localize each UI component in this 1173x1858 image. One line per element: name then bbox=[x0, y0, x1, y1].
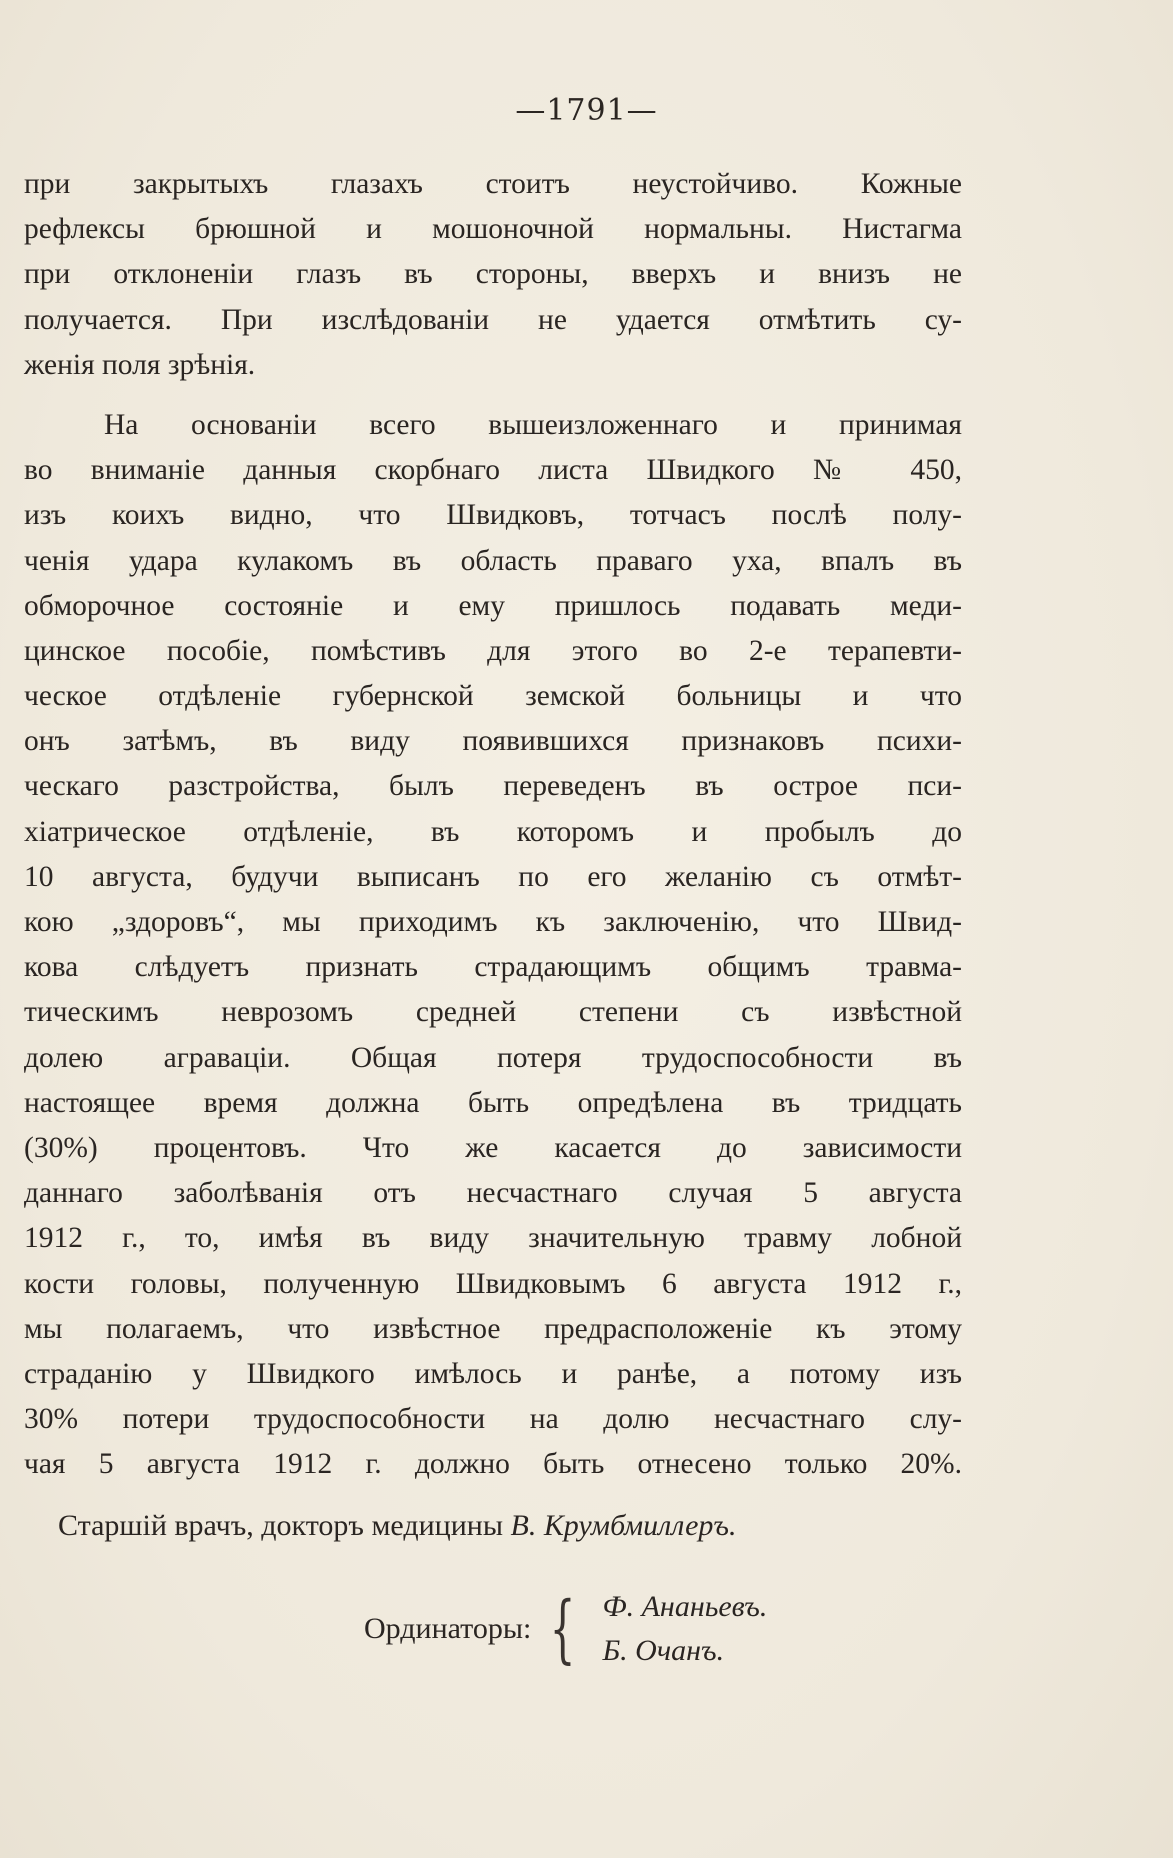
text-line: мы полагаемъ, что извѣстное предрасположеніе къ этому bbox=[24, 1312, 962, 1345]
text-line: получается. При изслѣдованіи не удается отмѣтить су- bbox=[24, 303, 962, 336]
ordinators-block bbox=[364, 1584, 767, 1674]
text-line: обморочное состояніе и ему пришлось подавать меди- bbox=[24, 589, 962, 622]
paragraph-1 bbox=[24, 162, 962, 388]
signature-name: В. Крумбмиллеръ. bbox=[510, 1509, 737, 1542]
ordinator-name: Ф. Ананьевъ. bbox=[602, 1590, 768, 1623]
text-line: 1912 г., то, имѣя въ виду значительную травму лобной bbox=[24, 1222, 962, 1255]
text-line: рефлексы брюшной и мошоночной нормальны. Нистагма bbox=[24, 213, 962, 246]
text-line: чая 5 августа 1912 г. должно быть отнесено только 20%. bbox=[24, 1448, 962, 1481]
text-line: онъ затѣмъ, въ виду появившихся признаковъ психи- bbox=[24, 725, 962, 758]
page-number: —1791— bbox=[515, 93, 658, 128]
text-line: ческое отдѣленіе губернской земской больницы и что bbox=[24, 680, 962, 713]
ordinator-name: Б. Очанъ. bbox=[602, 1634, 725, 1667]
text-line: во вниманіе данныя скорбнаго листа Швидкого № 450, bbox=[24, 454, 962, 487]
text-line: при отклоненіи глазъ въ стороны, вверхъ и внизъ не bbox=[24, 258, 962, 291]
text-line: 30% потери трудоспособности на долю несчастнаго слу- bbox=[24, 1403, 962, 1436]
text-line: кости головы, полученную Швидковымъ 6 августа 1912 г., bbox=[24, 1267, 962, 1300]
text-line: изъ коихъ видно, что Швидковъ, тотчасъ послѣ полу- bbox=[24, 499, 962, 532]
text-line: цинское пособіе, помѣстивъ для этого во 2-е терапевти- bbox=[24, 634, 962, 667]
text-line: долею аграваціи. Общая потеря трудоспособности въ bbox=[24, 1041, 962, 1074]
text-line: при закрытыхъ глазахъ стоитъ неустойчиво. Кожные bbox=[24, 168, 962, 200]
text-line: На основаніи всего вышеизложеннаго и принимая bbox=[104, 408, 962, 441]
body-text bbox=[24, 162, 962, 1487]
text-line: даннаго заболѣванія отъ несчастнаго случая 5 августа bbox=[24, 1177, 962, 1210]
text-line: настоящее время должна быть опредѣлена въ тридцать bbox=[24, 1086, 962, 1119]
text-line: страданію у Швидкого имѣлось и ранѣе, а потому изъ bbox=[24, 1357, 962, 1390]
text-line: кою „здоровъ“, мы приходимъ къ заключенію, что Швид- bbox=[24, 906, 962, 938]
paragraph-2 bbox=[24, 403, 962, 1488]
text-line: женія поля зрѣнія. bbox=[24, 348, 256, 381]
text-line: ченія удара кулакомъ въ область праваго уха, впалъ въ bbox=[24, 544, 962, 577]
text-line: хіатрическое отдѣленіе, въ которомъ и пробылъ до bbox=[24, 815, 962, 848]
text-line: кова слѣдуетъ признать страдающимъ общимъ травма- bbox=[24, 951, 962, 984]
signature-line bbox=[58, 1509, 736, 1543]
ordinators-names bbox=[602, 1585, 767, 1673]
brace-glyph: { bbox=[549, 1586, 576, 1672]
text-line: (30%) процентовъ. Что же касается до зависимости bbox=[24, 1131, 962, 1164]
signature-title: Старшій врачъ, докторъ медицины bbox=[58, 1509, 511, 1542]
ordinators-label: Ординаторы: bbox=[364, 1612, 532, 1645]
text-line: ческаго разстройства, былъ переведенъ въ острое пси- bbox=[24, 770, 962, 803]
text-line: 10 августа, будучи выписанъ по его желанію съ отмѣт- bbox=[24, 860, 962, 893]
text-line: тическимъ неврозомъ средней степени съ извѣстной bbox=[24, 996, 962, 1029]
